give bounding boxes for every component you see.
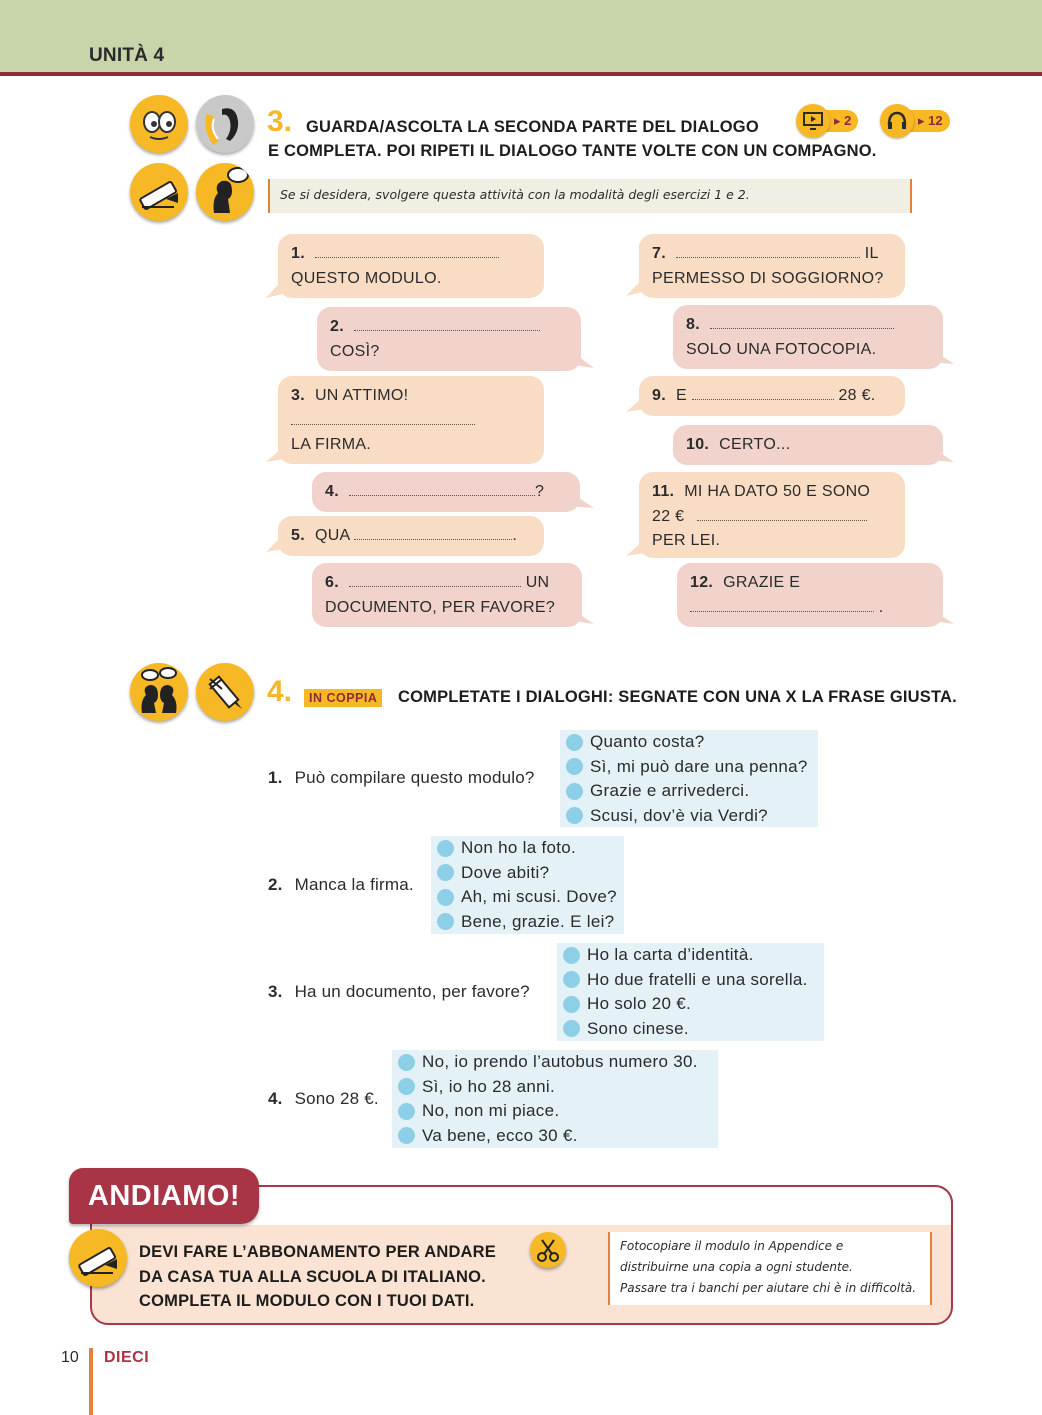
video-monitor-icon (796, 104, 830, 138)
audio-badge[interactable]: ▸ 12 (886, 110, 950, 132)
exercise-3-title-line2: E COMPLETA. POI RIPETI IL DIALOGO TANTE VOLTE CON UN COMPAGNO. (268, 142, 877, 160)
option-text: Ho la carta d’identità. (587, 945, 754, 965)
option[interactable] (566, 730, 812, 755)
andiamo-tab: ANDIAMO! (69, 1168, 259, 1224)
option-text: Dove abiti? (461, 862, 550, 882)
dialogue-bubble-1 (278, 234, 544, 298)
answer-blank[interactable] (349, 482, 535, 496)
option-text: Ho solo 20 €. (587, 994, 692, 1014)
radio-dot-icon[interactable] (566, 783, 583, 800)
bubble-text: . (878, 598, 884, 616)
bubble-text: ? (534, 483, 545, 500)
exercise-4-title: COMPLETATE I DIALOGHI: SEGNATE CON UNA X LA FRASE GIUSTA. (398, 688, 957, 706)
answer-blank[interactable] (354, 317, 540, 331)
page-number: 10 (61, 1349, 79, 1366)
bubble-text: GRAZIE E (723, 574, 801, 591)
dialogue-bubble-9 (639, 376, 905, 416)
bubble-number: 7. (652, 245, 666, 262)
note-line: Passare tra i banchi per aiutare chi è in difficoltà. (620, 1281, 917, 1295)
options-1 (560, 730, 818, 827)
answer-blank[interactable] (291, 411, 475, 425)
radio-dot-icon[interactable] (398, 1078, 415, 1095)
option[interactable] (563, 968, 818, 993)
eyes-icon (130, 95, 188, 153)
radio-dot-icon[interactable] (437, 913, 454, 930)
dialogue-bubble-4 (312, 472, 580, 512)
footer-bar (89, 1348, 93, 1415)
option[interactable] (398, 1124, 712, 1149)
options-2 (431, 836, 624, 934)
bubble-number: 2. (330, 318, 344, 335)
radio-dot-icon[interactable] (563, 947, 580, 964)
bubble-number: 6. (325, 574, 339, 591)
answer-blank[interactable] (697, 507, 867, 521)
bubble-number: 3. (291, 387, 305, 404)
listen-icon (196, 95, 254, 153)
speak-icon (196, 163, 254, 221)
radio-dot-icon[interactable] (437, 840, 454, 857)
option[interactable] (437, 885, 618, 910)
teacher-note: Se si desidera, svolgere questa attività con la modalità degli esercizi 1 e 2. (268, 179, 912, 213)
answer-blank[interactable] (690, 598, 874, 612)
bubble-text: PER LEI. (652, 532, 721, 549)
answer-blank[interactable] (710, 315, 894, 329)
write-icon (130, 163, 188, 221)
bubble-text: E (675, 387, 687, 404)
bubble-text: LA FIRMA. (291, 436, 372, 453)
audio-track-number: 12 (928, 113, 943, 128)
exercise-3-number: 3. (267, 105, 293, 138)
bubble-number: 8. (686, 316, 700, 333)
dialogue-bubble-6 (312, 563, 582, 627)
bubble-text: 28 €. (838, 387, 876, 404)
bubble-text: DOCUMENTO, PER FAVORE? (325, 598, 556, 616)
option-text: Sì, io ho 28 anni. (422, 1076, 555, 1096)
option[interactable] (398, 1050, 712, 1075)
answer-blank[interactable] (315, 244, 499, 258)
bubble-text: QUA (314, 527, 350, 544)
answer-blank[interactable] (676, 244, 860, 258)
options-3 (557, 943, 824, 1041)
dialogue-bubble-3 (278, 376, 544, 464)
question-1 (268, 768, 535, 788)
pair-talk-icon (130, 663, 188, 721)
bubble-number: 4. (325, 483, 339, 500)
question-number: 4. (268, 1089, 283, 1108)
bubble-number: 9. (652, 387, 666, 404)
option-text: Sono cinese. (587, 1018, 689, 1038)
question-number: 2. (268, 875, 283, 894)
note-line: Fotocopiare il modulo in Appendice e (620, 1239, 844, 1253)
bubble-text: UN (525, 574, 550, 591)
dialogue-bubble-2 (317, 307, 581, 371)
option[interactable] (437, 836, 618, 861)
option[interactable] (563, 943, 818, 968)
dialogue-bubble-11 (639, 472, 905, 558)
bubble-number: 11. (652, 483, 675, 500)
question-2 (268, 875, 414, 895)
radio-dot-icon[interactable] (437, 889, 454, 906)
option-text: Ah, mi scusi. Dove? (461, 887, 617, 907)
andiamo-line: DEVI FARE L’ABBONAMENTO PER ANDARE (139, 1243, 496, 1261)
option-text: Ho due fratelli e una sorella. (587, 969, 808, 989)
option[interactable] (563, 1017, 818, 1042)
exercise-4-number: 4. (267, 675, 293, 708)
option[interactable] (566, 755, 812, 780)
option-text: No, io prendo l’autobus numero 30. (422, 1052, 698, 1072)
page-word: DIECI (104, 1349, 150, 1366)
option[interactable] (437, 910, 618, 935)
radio-dot-icon[interactable] (563, 1020, 580, 1037)
option-text: Scusi, dov’è via Verdi? (590, 805, 768, 825)
option[interactable] (566, 779, 812, 804)
option-text: Bene, grazie. E lei? (461, 911, 615, 931)
bubble-text: PERMESSO DI SOGGIORNO? (652, 269, 884, 287)
option[interactable] (437, 861, 618, 886)
dialogue-bubble-5 (278, 516, 544, 556)
bubble-number: 5. (291, 527, 305, 544)
option[interactable] (563, 992, 818, 1017)
bubble-text: CERTO... (719, 436, 791, 453)
option[interactable] (398, 1075, 712, 1100)
option-text: Non ho la foto. (461, 838, 577, 858)
bubble-number: 12. (690, 574, 714, 591)
note-line: distribuirne una copia a ogni studente. (620, 1260, 853, 1274)
header-rule (0, 72, 1042, 76)
bubble-text: MI HA DATO 50 E SONO (684, 483, 871, 500)
question-text: Può compilare questo modulo? (294, 768, 535, 787)
andiamo-line: COMPLETA IL MODULO CON I TUOI DATI. (139, 1292, 475, 1310)
in-coppia-tag: IN COPPIA (304, 689, 382, 707)
andiamo-instructions (139, 1240, 496, 1314)
radio-dot-icon[interactable] (566, 758, 583, 775)
question-3 (268, 982, 530, 1002)
question-text: Sono 28 €. (294, 1089, 379, 1108)
dialogue-bubble-7 (639, 234, 905, 298)
option-text: Quanto costa? (590, 732, 705, 752)
radio-dot-icon[interactable] (566, 807, 583, 824)
options-4 (392, 1050, 718, 1148)
option-text: Sì, mi può dare una penna? (590, 756, 808, 776)
bubble-text: UN ATTIMO! (314, 387, 409, 404)
option-text: Grazie e arrivederci. (590, 781, 750, 801)
pencil-mark-icon (196, 663, 254, 721)
radio-dot-icon[interactable] (563, 971, 580, 988)
andiamo-line: DA CASA TUA ALLA SCUOLA DI ITALIANO. (139, 1267, 486, 1286)
unit-label: UNITÀ 4 (89, 45, 165, 66)
dialogue-bubble-10 (673, 425, 943, 465)
bubble-text: COSÌ? (330, 342, 380, 360)
bubble-number: 1. (291, 245, 305, 262)
dialogue-bubble-12 (677, 563, 943, 627)
question-text: Ha un documento, per favore? (294, 982, 530, 1001)
answer-blank[interactable] (692, 386, 834, 400)
write-icon (69, 1229, 127, 1287)
video-badge[interactable]: ▸ 2 (802, 110, 858, 132)
bubble-number: 10. (686, 436, 710, 453)
answer-blank[interactable] (349, 573, 521, 587)
radio-dot-icon[interactable] (398, 1127, 415, 1144)
video-track-number: 2 (844, 113, 852, 128)
radio-dot-icon[interactable] (566, 734, 583, 751)
bubble-text: SOLO UNA FOTOCOPIA. (686, 340, 877, 358)
question-number: 1. (268, 768, 283, 787)
radio-dot-icon[interactable] (437, 864, 454, 881)
option-text: No, non mi piace. (422, 1101, 560, 1121)
bubble-text: . (512, 527, 518, 544)
option-text: Va bene, ecco 30 €. (422, 1125, 578, 1145)
radio-dot-icon[interactable] (563, 996, 580, 1013)
teacher-note-andiamo (608, 1232, 932, 1305)
bubble-text: IL (864, 245, 879, 262)
bubble-text: QUESTO MODULO. (291, 269, 442, 287)
question-4 (268, 1089, 379, 1109)
radio-dot-icon[interactable] (398, 1054, 415, 1071)
exercise-3-title-line1: GUARDA/ASCOLTA LA SECONDA PARTE DEL DIALOGO (306, 118, 759, 136)
question-number: 3. (268, 982, 283, 1001)
option[interactable] (566, 804, 812, 829)
scissors-icon (530, 1232, 566, 1268)
headphones-icon (880, 104, 914, 138)
answer-blank[interactable] (354, 526, 512, 540)
bubble-text: 22 € (652, 507, 685, 525)
radio-dot-icon[interactable] (398, 1103, 415, 1120)
option[interactable] (398, 1099, 712, 1124)
dialogue-bubble-8 (673, 305, 943, 369)
question-text: Manca la firma. (294, 875, 414, 894)
